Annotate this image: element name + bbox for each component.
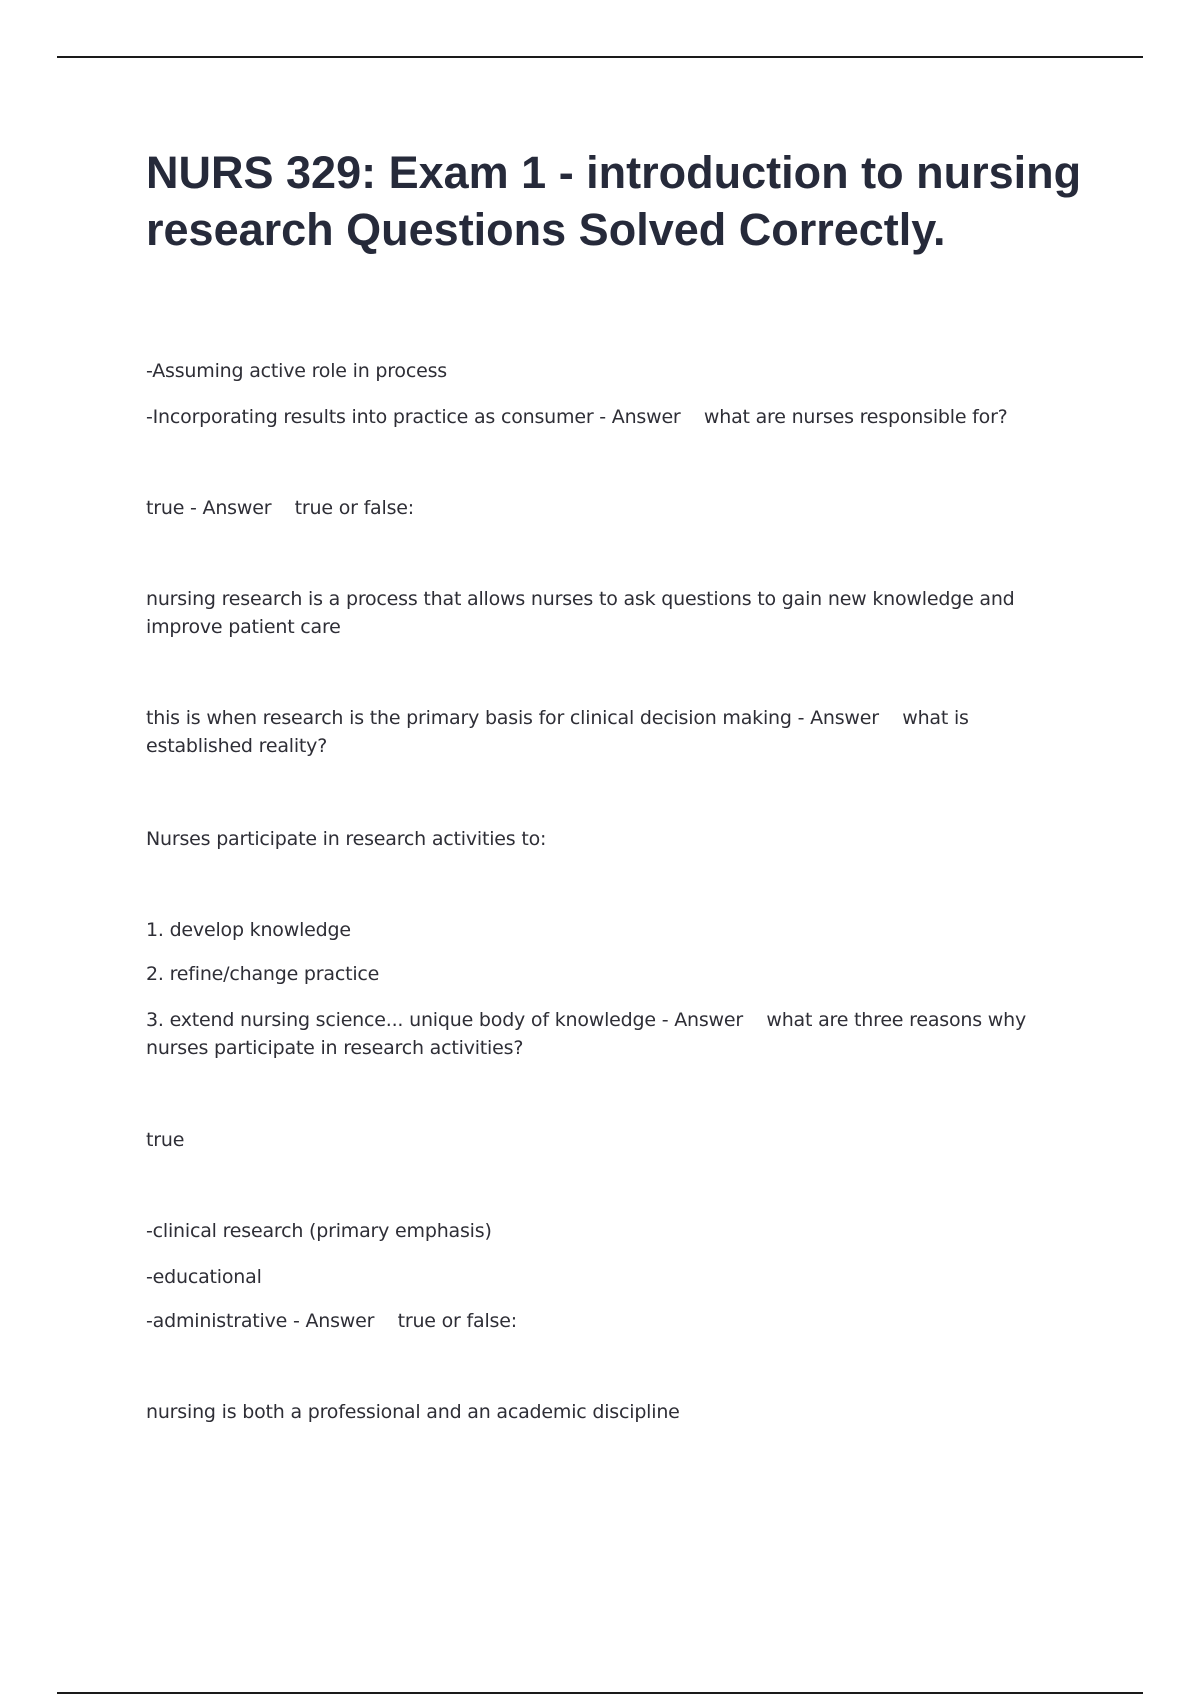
text-line: this is when research is the primary basis for clinical decision making - Answer what is established reality? [146, 707, 975, 757]
text-line: -clinical research (primary emphasis) [146, 1220, 492, 1242]
text-line: Nurses participate in research activities to: [146, 828, 547, 850]
text-line: true - Answer true or false: [146, 497, 414, 519]
text-line: nursing is both a professional and an academic discipline [146, 1401, 680, 1423]
text-line: -Incorporating results into practice as consumer - Answer what are nurses responsible for? [146, 406, 1008, 428]
bottom-rule [57, 1692, 1143, 1694]
text-line: 3. extend nursing science... unique body of knowledge - Answer what are three reasons why nurses participate in research activities? [146, 1009, 1032, 1059]
text-line: nursing research is a process that allows nurses to ask questions to gain new knowledge and improve patient care [146, 588, 1021, 638]
page-title: NURS 329: Exam 1 - introduction to nursing research Questions Solved Correctly. [146, 147, 1082, 255]
text-line: -Assuming active role in process [146, 360, 447, 382]
top-rule [57, 56, 1143, 58]
text-line: -educational [146, 1266, 262, 1288]
text-line: 2. refine/change practice [146, 963, 380, 985]
text-line: true [146, 1129, 185, 1151]
text-line: -administrative - Answer true or false: [146, 1310, 517, 1332]
text-line: 1. develop knowledge [146, 919, 351, 941]
